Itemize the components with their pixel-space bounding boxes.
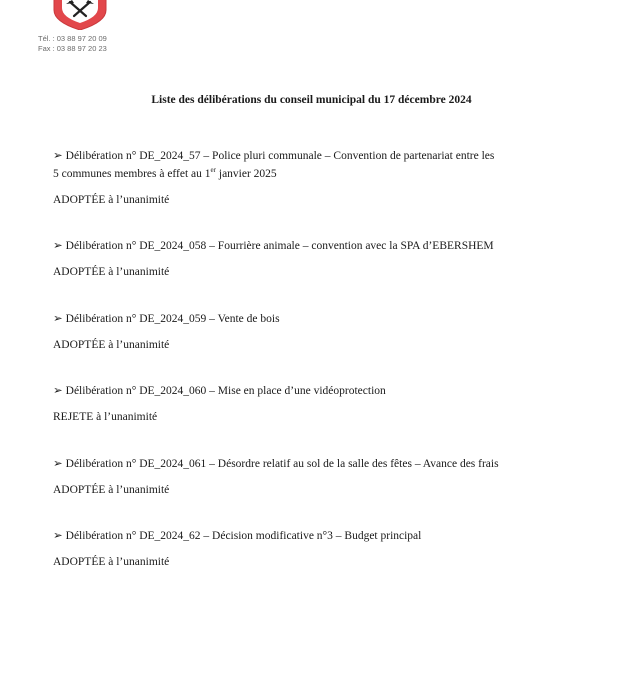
deliberation-item (53, 382, 608, 423)
deliberation-title: ➢ Délibération n° DE_2024_059 – Vente de bois (53, 313, 280, 325)
deliberation-result: ADOPTÉE à l’unanimité (53, 266, 170, 278)
arrow-bullet-icon: ➢ (53, 150, 63, 162)
phone-number: Tél. : 03 88 97 20 09 (38, 34, 107, 43)
deliberation-title: ➢ Délibération n° DE_2024_060 – Mise en place d’une vidéoprotection (53, 385, 386, 397)
municipal-crest-logo (52, 0, 108, 30)
deliberation-item (53, 237, 608, 278)
deliberation-item (53, 455, 608, 496)
arrow-bullet-icon: ➢ (53, 458, 63, 470)
deliberation-title: ➢ Délibération n° DE_2024_061 – Désordre relatif au sol de la salle des fêtes – Avance des frais (53, 458, 499, 470)
deliberation-result: ADOPTÉE à l’unanimité (53, 484, 170, 496)
arrow-bullet-icon: ➢ (53, 240, 63, 252)
contact-info (38, 34, 107, 53)
deliberation-result: ADOPTÉE à l’unanimité (53, 194, 170, 206)
deliberation-result: REJETE à l’unanimité (53, 411, 158, 423)
arrow-bullet-icon: ➢ (53, 530, 63, 542)
deliberation-item (53, 147, 608, 206)
deliberation-title: ➢ Délibération n° DE_2024_57 – Police pluri communale – Convention de partenariat entre les (53, 150, 495, 162)
deliberation-title-continued: 5 communes membres à effet au 1er janvier 2025 (53, 166, 277, 180)
deliberation-result: ADOPTÉE à l’unanimité (53, 339, 170, 351)
fax-number: Fax : 03 88 97 20 23 (38, 43, 107, 53)
deliberation-title: ➢ Délibération n° DE_2024_62 – Décision modificative n°3 – Budget principal (53, 530, 422, 542)
deliberation-title: ➢ Délibération n° DE_2024_058 – Fourrière animale – convention avec la SPA d’EBERSHEM (53, 240, 494, 252)
arrow-bullet-icon: ➢ (53, 313, 63, 325)
deliberation-item (53, 310, 608, 351)
deliberation-result: ADOPTÉE à l’unanimité (53, 556, 170, 568)
deliberation-item (53, 527, 608, 568)
arrow-bullet-icon: ➢ (53, 385, 63, 397)
document-title: Liste des délibérations du conseil municipal du 17 décembre 2024 (151, 94, 472, 106)
